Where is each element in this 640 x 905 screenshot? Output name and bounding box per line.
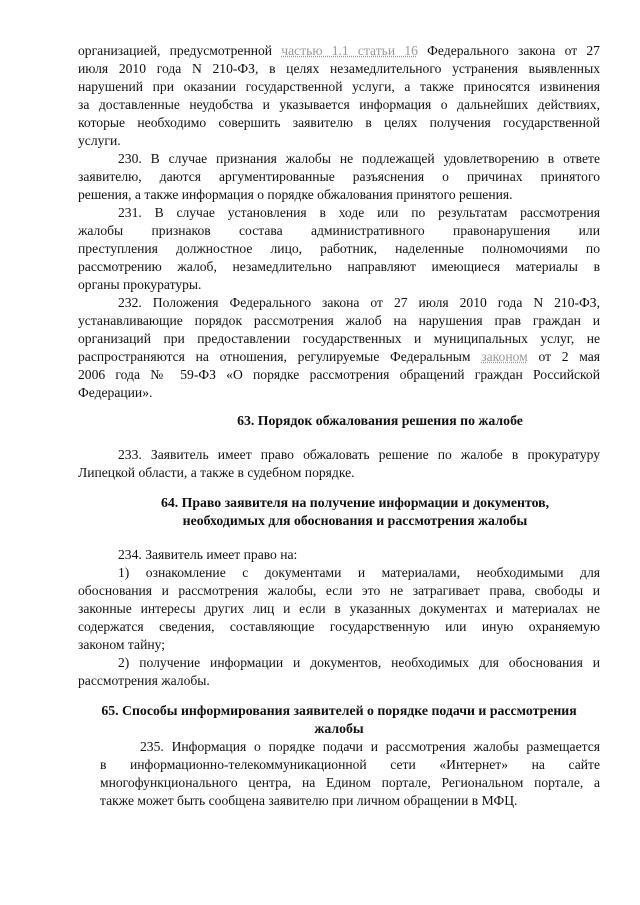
text-line: преступления должностное лицо, работник, наделенные полномочиями по <box>78 241 600 256</box>
text-line: услуги. <box>78 133 121 148</box>
text-line: Липецкой области, а также в судебном порядке. <box>78 465 355 480</box>
text-line: нарушений при оказании государственной услуги, а также приносятся извинения <box>78 79 600 94</box>
text-line: также может быть сообщена заявителю при личном обращении в МФЦ. <box>100 793 518 808</box>
law-link[interactable]: законом <box>481 349 528 364</box>
paragraph-235 <box>100 738 600 810</box>
text-line: Федерации». <box>78 385 153 400</box>
text-line: распространяются на отношения, регулируемые Федеральным законом от 2 мая <box>78 349 600 364</box>
text-line: 2006 года № 59-ФЗ «О порядке рассмотрения обращений граждан Российской <box>78 367 600 382</box>
text-line: 2) получение информации и документов, необходимых для обоснования и <box>118 655 600 670</box>
paragraph-233 <box>78 446 600 482</box>
text-line: устанавливающие порядок рассмотрения жалоб на нарушения прав граждан и <box>78 313 600 328</box>
text-line: 232. Положения Федерального закона от 27 июля 2010 года N 210-ФЗ, <box>118 295 600 310</box>
text-line: 235. Информация о порядке подачи и рассмотрения жалобы размещается <box>140 739 600 754</box>
heading-line: жалобы <box>314 721 364 736</box>
text-line: 231. В случае установления в ходе или по результатам рассмотрения <box>118 205 600 220</box>
text-line: 230. В случае признания жалобы не подлежащей удовлетворению в ответе <box>118 151 600 166</box>
text-line: законом тайну; <box>78 637 166 652</box>
section-heading-65 <box>78 702 600 738</box>
text-line: многофункционального центра, на Едином портале, Региональном портале, а <box>100 775 600 790</box>
heading-line: 64. Право заявителя на получение информации и документов, <box>160 495 550 510</box>
text-line: рассмотрения жалобы. <box>78 673 210 688</box>
paragraph-232 <box>78 294 600 402</box>
text-line: 234. Заявитель имеет право на: <box>118 547 298 562</box>
text-line: содержатся сведения, составляющие государственную или иную охраняемую <box>78 619 600 634</box>
text-line: в информационно-телекоммуникационной сети «Интернет» на сайте <box>100 757 600 772</box>
text-line: организацией, предусмотренной частью 1.1 статьи 16 Федерального закона от 27 <box>78 43 600 58</box>
text-line: которые необходимо совершить заявителю в целях получения государственной <box>78 115 600 130</box>
paragraph-intro <box>78 42 600 150</box>
text-line: 1) ознакомление с документами и материалами, необходимыми для <box>118 565 600 580</box>
text-line: обоснования и рассмотрения жалобы, если это не затрагивает права, свободы и <box>78 583 600 598</box>
paragraph-230 <box>78 150 600 204</box>
paragraph-231 <box>78 204 600 294</box>
text-line: решения, а также информация о порядке обжалования принятого решения. <box>78 187 513 202</box>
text-line: за доставленные неудобства и указывается информация о дальнейших действиях, <box>78 97 600 112</box>
section-heading-63: 63. Порядок обжалования решения по жалобе <box>237 413 523 428</box>
text-line: июля 2010 года N 210-ФЗ, в целях незамедлительного устранения выявленных <box>78 61 600 76</box>
heading-line: необходимых для обоснования и рассмотрения жалобы <box>182 513 528 528</box>
text-line: 233. Заявитель имеет право обжаловать решение по жалобе в прокуратуру <box>118 447 600 462</box>
text-line: законные интересы других лиц и если в указанных документах и материалах не <box>78 601 600 616</box>
law-link[interactable]: частью 1.1 статьи 16 <box>281 43 418 58</box>
text-line: заявителю, даются аргументированные разъяснения о причинах принятого <box>78 169 600 184</box>
heading-line: 65. Способы информирования заявителей о порядке подачи и рассмотрения <box>101 703 577 718</box>
text-line: органы прокуратуры. <box>78 277 202 292</box>
text-line: организаций при предоставлении государственных и муниципальных услуг, не <box>78 331 600 346</box>
text-line: рассмотрению жалоб, незамедлительно направляют имеющиеся материалы в <box>78 259 600 274</box>
text-line: жалобы признаков состава административного правонарушения или <box>78 223 600 238</box>
section-heading-64 <box>120 494 590 530</box>
paragraph-234 <box>78 546 600 690</box>
